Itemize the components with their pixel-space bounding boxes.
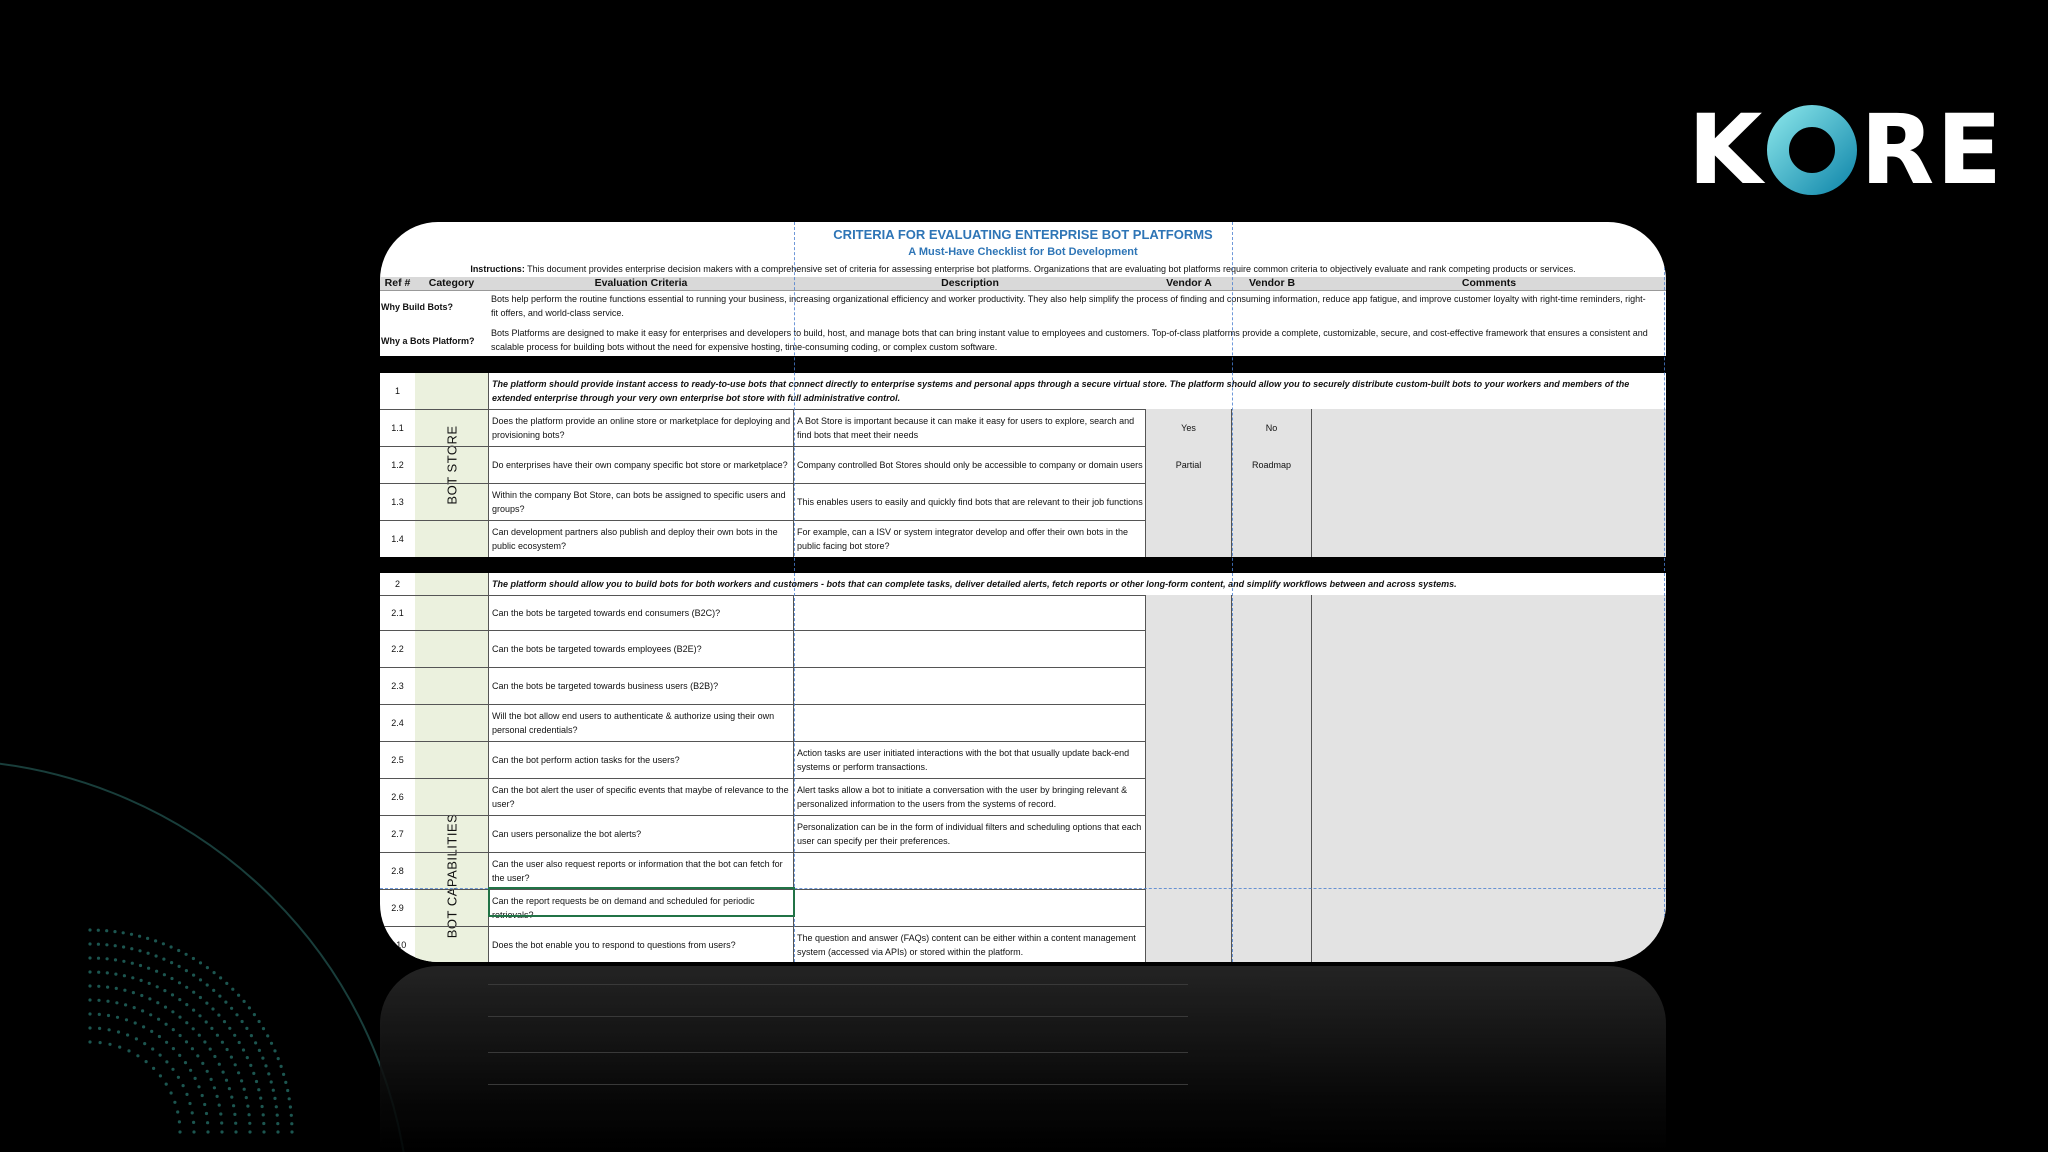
why-platform-text: Bots Platforms are designed to make it easy for enterprises and developers to build, host, and manage bots that can bring instant value to employees and customers. Top-of-class platforms provide a complete, customizable, secure, and cost-effective framework that ensures a consistent and scalable process for building bots without the need for expensive hosting, time-consuming coding, or complex custom software. xyxy=(491,328,1648,352)
vendor-b-cell[interactable] xyxy=(1232,926,1312,962)
category-label: BOT CAPABILITIES xyxy=(444,814,459,939)
logo-ring-icon xyxy=(1766,104,1858,196)
criteria-cell[interactable]: Can the bots be targeted towards business users (B2B)? xyxy=(488,667,794,704)
why-build-row[interactable] xyxy=(380,292,1666,326)
vendor-b-cell[interactable]: Roadmap xyxy=(1232,446,1312,483)
logo-text-right: RE xyxy=(1860,94,2004,206)
criteria-cell[interactable]: Can the user also request reports or information that the bot can fetch for the user? xyxy=(488,852,794,889)
ref-cell: 2.8 xyxy=(391,865,404,876)
vendor-a-cell[interactable] xyxy=(1146,704,1232,741)
ref-cell: 2 xyxy=(394,579,400,589)
description-cell[interactable]: Company controlled Bot Stores should only be accessible to company or domain users xyxy=(794,446,1146,483)
sheet-subtitle: A Must-Have Checklist for Bot Development xyxy=(908,246,1138,258)
spreadsheet-card xyxy=(380,222,1666,962)
logo-text-left: K xyxy=(1688,94,1765,206)
page-break-line xyxy=(1232,222,1233,962)
vendor-a-cell[interactable] xyxy=(1146,483,1232,520)
criteria-cell[interactable]: Can users personalize the bot alerts? xyxy=(488,815,794,852)
description-cell[interactable]: Action tasks are user initiated interactions with the bot that usually update back-end systems or perform transactions. xyxy=(794,741,1146,778)
table-row[interactable] xyxy=(380,595,1666,631)
header-vendor-b[interactable]: Vendor B xyxy=(1248,277,1296,289)
ref-cell: 1.1 xyxy=(391,422,404,433)
ref-cell: 2.3 xyxy=(391,680,404,691)
table-row[interactable] xyxy=(380,446,1666,484)
vendor-a-cell[interactable] xyxy=(1146,815,1232,852)
description-cell[interactable]: A Bot Store is important because it can make it easy for users to explore, search and find bots that meet their needs xyxy=(794,409,1146,446)
why-build-text: Bots help perform the routine functions essential to running your business, increasing organizational efficiency and worker productivity. They also help simplify the process of finding and consuming information, reduce app fatigue, and improve customer loyalty with right-time reminders, right-fit offers, and world-class service. xyxy=(491,294,1646,318)
criteria-cell[interactable]: Within the company Bot Store, can bots be assigned to specific users and groups? xyxy=(488,483,794,520)
header-row xyxy=(380,277,1666,291)
table-row[interactable] xyxy=(380,630,1666,668)
comments-cell[interactable] xyxy=(1312,778,1666,815)
ref-cell: 1.4 xyxy=(391,533,404,544)
description-cell[interactable]: Alert tasks allow a bot to initiate a conversation with the user by bringing relevant & personalized information to the users from the systems of record. xyxy=(794,778,1146,815)
vendor-b-cell[interactable] xyxy=(1232,595,1312,630)
ref-cell: 1 xyxy=(394,386,400,396)
criteria-cell[interactable]: Do enterprises have their own company specific bot store or marketplace? xyxy=(488,446,794,483)
criteria-cell[interactable]: Will the bot allow end users to authenticate & authorize using their own personal credentials? xyxy=(488,704,794,741)
vendor-b-cell[interactable] xyxy=(1232,852,1312,889)
comments-cell[interactable] xyxy=(1312,630,1666,667)
table-row[interactable] xyxy=(380,483,1666,521)
header-ref[interactable]: Ref # xyxy=(384,277,411,289)
vendor-b-cell[interactable] xyxy=(1232,483,1312,520)
description-cell[interactable] xyxy=(794,595,1146,630)
category-label: BOT STORE xyxy=(444,425,459,505)
criteria-cell[interactable]: Can development partners also publish and deploy their own bots in the public ecosystem? xyxy=(488,520,794,557)
description-cell[interactable]: This enables users to easily and quickly find bots that are relevant to their job functions xyxy=(794,483,1146,520)
vendor-b-cell[interactable] xyxy=(1232,520,1312,557)
header-comments[interactable]: Comments xyxy=(1461,277,1517,289)
table-row[interactable] xyxy=(380,852,1666,890)
comments-cell[interactable] xyxy=(1312,704,1666,741)
vendor-a-cell[interactable] xyxy=(1146,520,1232,557)
header-vendor-a[interactable]: Vendor A xyxy=(1166,277,1212,289)
criteria-cell[interactable]: Does the bot enable you to respond to questions from users? xyxy=(488,926,794,962)
vendor-a-cell[interactable] xyxy=(1146,667,1232,704)
table-row[interactable] xyxy=(380,778,1666,816)
ref-cell: 2.2 xyxy=(391,643,404,654)
why-build-label: Why Build Bots? xyxy=(381,302,453,312)
criteria-cell[interactable]: Does the platform provide an online store or marketplace for deploying and provisioning bots? xyxy=(488,409,794,446)
comments-cell[interactable] xyxy=(1312,446,1666,483)
ref-cell: 2.7 xyxy=(391,828,404,839)
comments-cell[interactable] xyxy=(1312,852,1666,889)
page-break-line xyxy=(1664,222,1665,962)
vendor-b-cell[interactable]: No xyxy=(1232,409,1312,446)
criteria-cell[interactable]: Can the bot alert the user of specific events that maybe of relevance to the user? xyxy=(488,778,794,815)
criteria-cell[interactable]: Can the bots be targeted towards employees (B2E)? xyxy=(488,630,794,667)
vendor-a-cell[interactable]: Yes xyxy=(1146,409,1232,446)
header-category[interactable]: Category xyxy=(428,277,475,289)
vendor-a-cell[interactable] xyxy=(1146,778,1232,815)
header-description[interactable]: Description xyxy=(941,277,999,289)
table-row[interactable] xyxy=(380,741,1666,779)
comments-cell[interactable] xyxy=(1312,741,1666,778)
why-platform-label: Why a Bots Platform? xyxy=(381,336,475,346)
description-cell[interactable]: The question and answer (FAQs) content can be either within a content management system (accessed via APIs) or stored within the platform. xyxy=(794,926,1146,962)
section-divider xyxy=(380,557,1666,573)
section-banner: The platform should provide instant access to ready-to-use bots that connect directly to enterprise systems and personal apps through a secure virtual store. The platform should allow you to securely distribute custom-built bots to your workers and members of the extended enterprise through your very own enterprise bot store with full administrative control. xyxy=(488,373,1666,409)
vendor-b-cell[interactable] xyxy=(1232,630,1312,667)
sheet-title: CRITERIA FOR EVALUATING ENTERPRISE BOT PLATFORMS xyxy=(833,227,1213,242)
vendor-b-cell[interactable] xyxy=(1232,778,1312,815)
why-platform-row[interactable] xyxy=(380,326,1666,360)
ref-cell: 2.9 xyxy=(391,902,404,913)
comments-cell[interactable] xyxy=(1312,520,1666,557)
description-cell[interactable] xyxy=(794,667,1146,704)
criteria-cell[interactable]: Can the bot perform action tasks for the users? xyxy=(488,741,794,778)
table-row[interactable] xyxy=(380,667,1666,705)
vendor-a-cell[interactable] xyxy=(1146,926,1232,962)
table-row[interactable] xyxy=(380,704,1666,742)
vendor-b-cell[interactable] xyxy=(1232,889,1312,926)
instructions-label: Instructions: xyxy=(470,264,525,274)
comments-cell[interactable] xyxy=(1312,889,1666,926)
comments-cell[interactable] xyxy=(1312,926,1666,962)
vendor-a-cell[interactable] xyxy=(1146,630,1232,667)
ref-cell: 2.4 xyxy=(391,717,404,728)
vendor-a-cell[interactable] xyxy=(1146,889,1232,926)
table-row[interactable] xyxy=(380,573,1666,596)
vendor-a-cell[interactable] xyxy=(1146,741,1232,778)
description-cell[interactable] xyxy=(794,704,1146,741)
vendor-b-cell[interactable] xyxy=(1232,815,1312,852)
description-cell[interactable] xyxy=(794,630,1146,667)
card-reflection xyxy=(380,966,1666,1152)
vendor-b-cell[interactable] xyxy=(1232,704,1312,741)
comments-cell[interactable] xyxy=(1312,409,1666,446)
comments-cell[interactable] xyxy=(1312,483,1666,520)
section-divider xyxy=(380,356,1666,373)
ref-cell: 1.2 xyxy=(391,459,404,470)
section-banner: The platform should allow you to build bots for both workers and customers - bots that can complete tasks, deliver detailed alerts, fetch reports or other long-form content, and simplify workflows between and across systems. xyxy=(488,573,1666,595)
table-row[interactable] xyxy=(380,926,1666,962)
instructions-text: This document provides enterprise decision makers with a comprehensive set of criteria for assessing enterprise bot platforms. Organizations that are evaluating bot platforms require common criteria to objectively evaluate and rank competing products or services. xyxy=(527,264,1576,274)
ref-cell: 2.10 xyxy=(388,939,407,950)
selected-cell[interactable] xyxy=(488,887,795,917)
vendor-a-cell[interactable]: Partial xyxy=(1146,446,1232,483)
description-cell[interactable] xyxy=(794,889,1146,926)
criteria-cell[interactable]: Can the bots be targeted towards end consumers (B2C)? xyxy=(488,595,794,630)
instructions xyxy=(380,264,1666,274)
table-row[interactable] xyxy=(380,520,1666,558)
ref-cell: 1.3 xyxy=(391,496,404,507)
description-cell[interactable] xyxy=(794,852,1146,889)
ref-cell: 2.5 xyxy=(391,754,404,765)
description-cell[interactable]: Personalization can be in the form of individual filters and scheduling options that each user can specify per their preferences. xyxy=(794,815,1146,852)
ref-cell: 2.1 xyxy=(391,607,404,618)
vendor-b-cell[interactable] xyxy=(1232,667,1312,704)
comments-cell[interactable] xyxy=(1312,815,1666,852)
vendor-b-cell[interactable] xyxy=(1232,741,1312,778)
table-row[interactable] xyxy=(380,373,1666,410)
vendor-a-cell[interactable] xyxy=(1146,852,1232,889)
comments-cell[interactable] xyxy=(1312,595,1666,630)
criteria-cell[interactable]: Can the report requests be on demand and scheduled for periodic retrievals? xyxy=(488,889,794,926)
kore-logo xyxy=(1688,94,2004,206)
ref-cell: 2.6 xyxy=(391,791,404,802)
page-break-line xyxy=(794,222,795,962)
table-row[interactable] xyxy=(380,409,1666,447)
comments-cell[interactable] xyxy=(1312,667,1666,704)
table-row[interactable] xyxy=(380,815,1666,853)
vendor-a-cell[interactable] xyxy=(1146,595,1232,630)
description-cell[interactable]: For example, can a ISV or system integrator develop and offer their own bots in the public facing bot store? xyxy=(794,520,1146,557)
header-criteria[interactable]: Evaluation Criteria xyxy=(594,277,688,289)
